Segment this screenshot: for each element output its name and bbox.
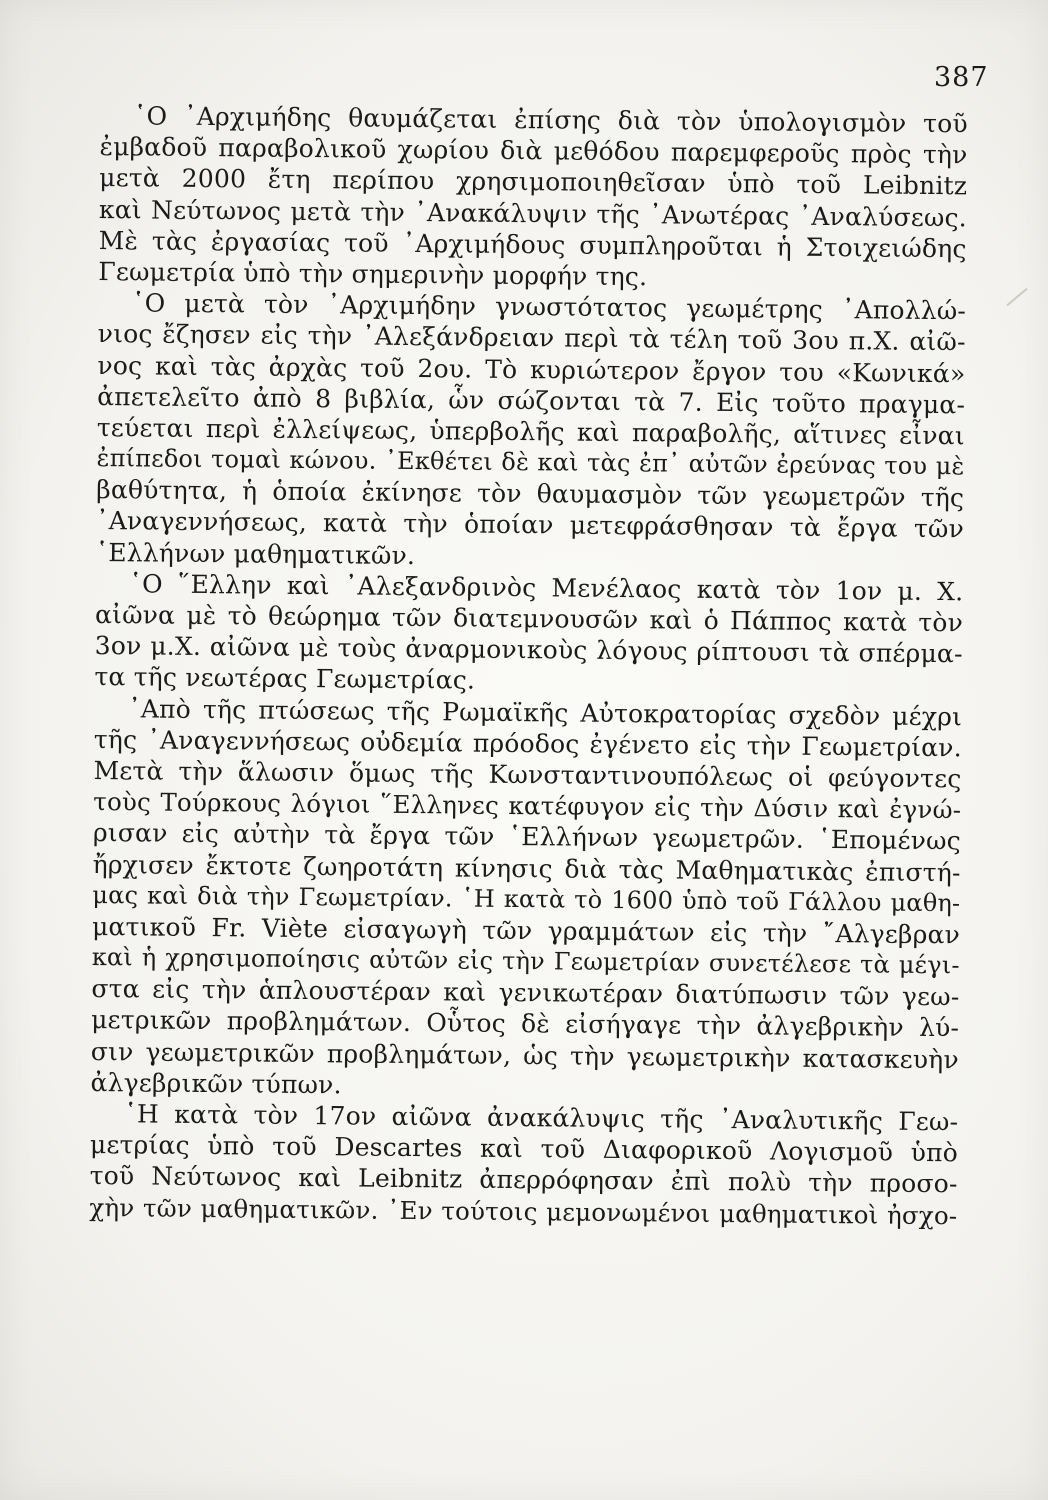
paragraph-menelaus xyxy=(94,568,963,701)
text-line: 3ον μ.Χ. αἰῶνα μὲ τοὺς ἀναρμονικοὺς λόγους ρίπτουσι τὰ σπέρμα- xyxy=(94,631,963,669)
paragraph-renaissance xyxy=(90,693,962,1107)
text-line: ἤρχισεν ἔκτοτε ζωηροτάτη κίνησις διὰ τὰς Μαθηματικὰς ἐπιστή- xyxy=(92,849,961,887)
text-line: αἰῶνα μὲ τὸ θεώρημα τῶν διατεμνουσῶν καὶ ὁ Πάππος κατὰ τὸν xyxy=(94,599,964,638)
text-line: μετρικῶν προβλημάτων. Οὗτος δὲ εἰσήγαγε τὴν ἀλγεβρικὴν λύ- xyxy=(91,1005,960,1043)
text-line: Μὲ τὰς ἐργασίας τοῦ ᾿Αρχιμήδους συμπληροῦται ἡ Στοιχειώδης xyxy=(98,225,967,264)
text-line: ῾Η κατὰ τὸν 17ον αἰῶνα ἀνακάλυψις τῆς ᾿Αναλυτικῆς Γεω- xyxy=(124,1099,959,1137)
text-line: ῾Ελλήνων μαθηματικῶν. xyxy=(95,537,416,570)
text-line: μας καὶ διὰ τὴν Γεωμετρίαν. ῾Η κατὰ τὸ 1600 ὑπὸ τοῦ Γάλλου μαθη- xyxy=(92,880,961,917)
text-line: Μετὰ τὴν ἅλωσιν ὅμως τῆς Κωνσταντινουπόλεως οἱ φεύγοντες xyxy=(93,755,962,794)
paragraph-archimedes xyxy=(98,100,968,295)
page-number: 387 xyxy=(934,62,989,93)
text-line: ρισαν εἰς αὐτὴν τὰ ἔργα τῶν ῾Ελλήνων γεωμετρῶν. ῾Επομένως xyxy=(92,818,962,856)
text-line: Γεωμετρία ὑπὸ τὴν σημερινὴν μορφήν της. xyxy=(98,256,648,292)
paragraph-apollonius xyxy=(96,287,967,576)
text-line: τα τῆς νεωτέρας Γεωμετρίας. xyxy=(94,662,476,696)
text-line: ῾Ο μετὰ τὸν ᾿Αρχιμήδην γνωστότατος γεωμέτρης ᾿Απολλώ- xyxy=(131,288,967,326)
text-line: τῆς ᾿Αναγεννήσεως οὐδεμία πρόοδος ἐγένετο εἰς τὴν Γεωμετρίαν. xyxy=(93,724,962,763)
text-line: στα εἰς τὴν ἁπλουστέραν καὶ γενικωτέραν διατύπωσιν τῶν γεω- xyxy=(91,974,960,1012)
text-line: τεύεται περὶ ἐλλείψεως, ὑπερβολῆς καὶ παραβολῆς, αἵτινες εἶναι xyxy=(96,412,965,451)
text-line: βαθύτητα, ἡ ὁποία ἐκίνησε τὸν θαυμασμὸν τῶν γεωμετρῶν τῆς xyxy=(96,475,965,513)
text-line: καὶ ἡ χρησιμοποίησις αὐτῶν εἰς τὴν Γεωμετρίαν συνετέλεσε τὰ μέγι- xyxy=(91,943,960,980)
text-line: ἐμβαδοῦ παραβολικοῦ χωρίου διὰ μεθόδου παρεμφεροῦς πρὸς τὴν xyxy=(99,132,968,170)
text-line: ματικοῦ Fr. Viète εἰσαγωγὴ τῶν γραμμάτων εἰς τὴν ῎Αλγεβραν xyxy=(91,911,961,950)
text-line: ἐπίπεδοι τομαὶ κώνου. ᾿Εκθέτει δὲ καὶ τὰς ἐπ᾿ αὐτῶν ἐρεύνας του μὲ xyxy=(96,444,965,481)
body-text xyxy=(89,100,968,1231)
text-line: τοὺς Τούρκους λόγιοι ῞Ελληνες κατέφυγον εἰς τὴν Δύσιν καὶ ἐγνώ- xyxy=(93,787,962,825)
text-line: ἀλγεβρικῶν τύπων. xyxy=(90,1067,342,1100)
text-line: καὶ Νεύτωνος μετὰ τὴν ᾿Ανακάλυψιν τῆς ᾿Ανωτέρας ᾿Αναλύσεως. xyxy=(98,194,968,232)
text-line: σιν γεωμετρικῶν προβλημάτων, ὡς τὴν γεωμετρικὴν κατασκευὴν xyxy=(90,1036,959,1074)
paragraph-analytic-geometry xyxy=(89,1098,958,1231)
text-line: ἀπετελεῖτο ἀπὸ 8 βιβλία, ὧν σώζονται τὰ 7. Εἰς τοῦτο πραγμα- xyxy=(97,381,966,420)
text-line: μετρίας ὑπὸ τοῦ Descartes καὶ τοῦ Διαφορικοῦ Λογισμοῦ ὑπὸ xyxy=(89,1130,959,1168)
text-line: τοῦ Νεύτωνος καὶ Leibnitz ἀπερρόφησαν ἐπὶ πολὺ τὴν προσο- xyxy=(89,1161,958,1199)
text-line: νιος ἔζησεν εἰς τὴν ᾿Αλεξάνδρειαν περὶ τὰ τέλη τοῦ 3ου π.Χ. αἰῶ- xyxy=(97,319,966,357)
text-line: ῾Ο ᾿Αρχιμήδης θαυμάζεται ἐπίσης διὰ τὸν ὑπολογισμὸν τοῦ xyxy=(133,101,968,139)
text-line: ᾿Αναγεννήσεως, κατὰ τὴν ὁποίαν μετεφράσθησαν τὰ ἔργα τῶν xyxy=(95,506,965,544)
text-line: νος καὶ τὰς ἀρχὰς τοῦ 2ου. Τὸ κυριώτερον ἔργον του «Κωνικά» xyxy=(97,350,966,388)
text-line: ᾿Απὸ τῆς πτώσεως τῆς Ρωμαϊκῆς Αὐτοκρατορίας σχεδὸν μέχρι xyxy=(128,693,963,731)
text-line: ῾Ο ῞Ελλην καὶ ᾿Αλεξανδρινὸς Μενέλαος κατὰ τὸν 1ον μ. Χ. xyxy=(129,569,964,607)
margin-mark xyxy=(1006,288,1027,306)
text-line: χὴν τῶν μαθηματικῶν. ᾿Εν τούτοις μεμονωμένοι μαθηματικοὶ ἠσχο- xyxy=(89,1192,958,1230)
text-line: μετὰ 2000 ἔτη περίπου χρησιμοποιηθεῖσαν ὑπὸ τοῦ Leibnitz xyxy=(99,163,968,201)
